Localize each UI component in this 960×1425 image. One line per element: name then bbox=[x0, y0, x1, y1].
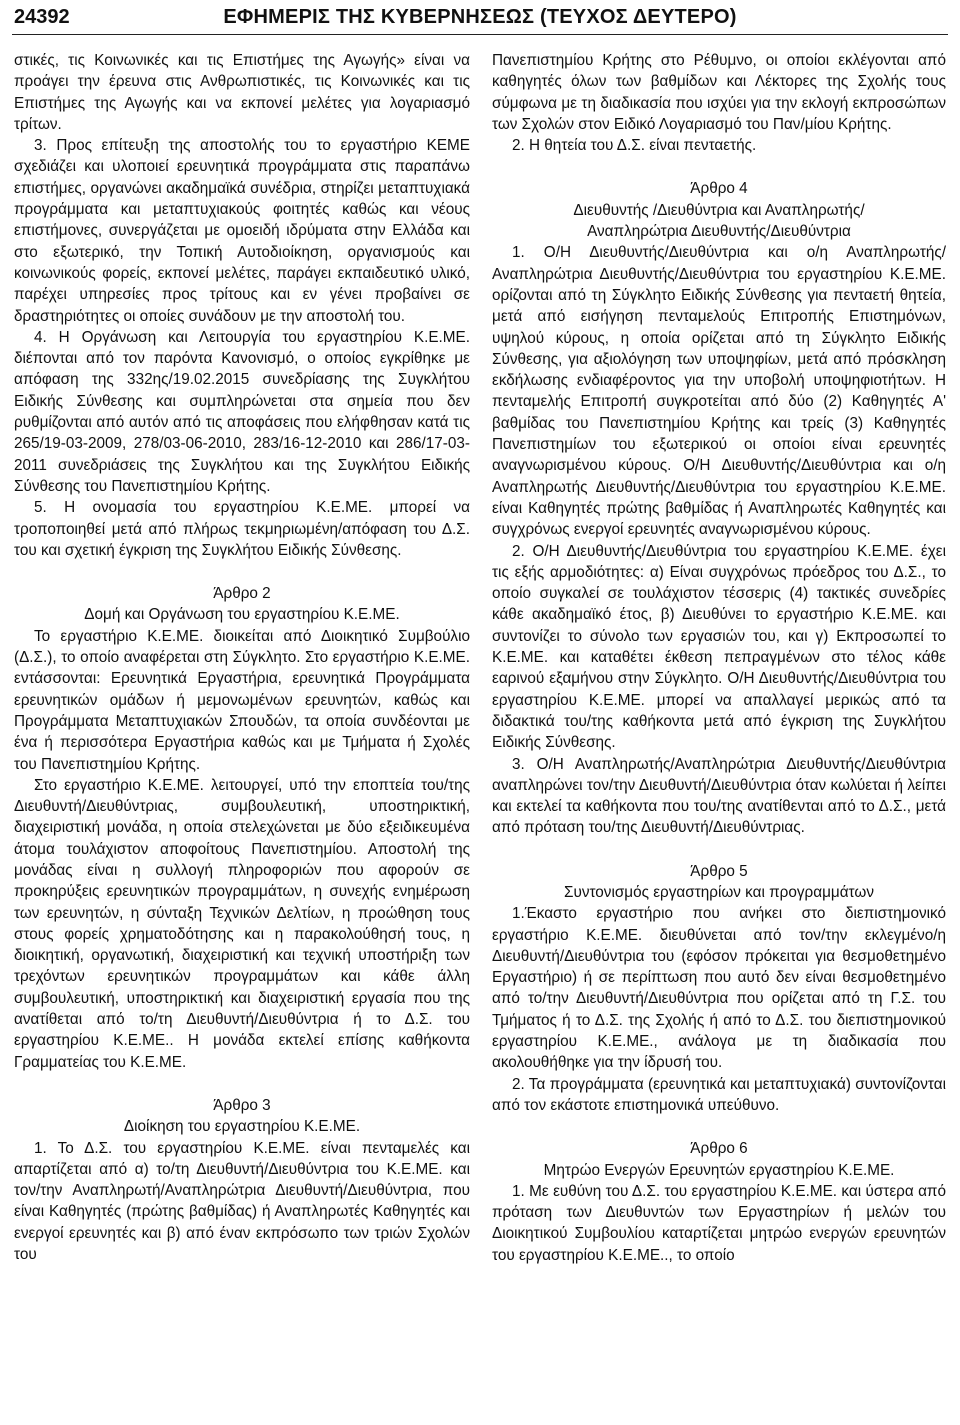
paragraph: 2. Τα προγράμματα (ερευνητικά και μεταπτυχιακά) συντονίζονται από τον εκάστοτε επιστημονικά υπεύθυνο. bbox=[492, 1075, 946, 1114]
paragraph: 5. Η ονομασία του εργαστηρίου Κ.Ε.ΜΕ. μπορεί να τροποποιηθεί μετά από πλήρως τεκμηριωμένη/απόφαση του Δ.Σ. του και σχετική έγκριση της Συγκλήτου Ειδικής Σύνθεσης. bbox=[14, 499, 470, 559]
article-5 bbox=[492, 861, 946, 904]
paragraph: 3. Ο/Η Αναπληρωτής/Αναπληρώτρια Διευθυντής/Διευθύντρια αναπληρώνει τον/την Διευθυντή/Διευθύντρια όταν κωλύεται ή λείπει και εκτελεί τα καθήκοντα που του/της ανατίθενται από το Δ.Σ., μετά από πρόταση του/της Διευθυντή/Διευθύντριας. bbox=[492, 755, 946, 837]
article-title: Μητρώο Ενεργών Ερευνητών εργαστηρίου Κ.Ε.ΜΕ. bbox=[543, 1161, 895, 1179]
paragraph: 1. Ο/Η Διευθυντής/Διευθύντρια και ο/η Αναπληρωτής/Αναπληρώτρια Διευθυντής/Διευθύντρια του εργαστηρίου Κ.Ε.ΜΕ. ορίζονται από τη Σύγκλητο Ειδικής Σύνθεσης για πενταετή θητεία, μετά από εισήγηση πενταμελούς Επιτροπής Επιστημόνων, υψηλού κύρους, η οποία ορίζεται από τη Σύγκλητο Ειδικής Σύνθεσης, για αξιολόγηση των υποψηφίων, μετά από πρόσκληση εκδήλωσης ενδιαφέροντος για την υποβολή υποψηφιοτήτων. Η πενταμελής Επιτροπή συγκροτείται από δύο (2) Καθηγητές Α' βαθμίδας του Πανεπιστημίου Κρήτης και τρείς (3) Καθηγητές Πανεπιστημίων του εξωτερικού οι οποίοι είναι ερευνητές αναγνωρισμένου κύρους. Ο/Η Διευθυντής/Διευθύντρια και ο/η Αναπληρωτής Διευθυντής/Διευθύντρια του εργαστηρίου Κ.Ε.ΜΕ. είναι Καθηγητές πρώτης βαθμίδας ή Αναπληρωτές Καθηγητές και συγχρόνως ενεργοί ερευνητές αναγνωρισμένου κύρους. bbox=[492, 244, 946, 539]
gazette-title: ΕΦΗΜΕΡΙΣ ΤΗΣ ΚΥΒΕΡΝΗΣΕΩΣ (ΤΕΥΧΟΣ ΔΕΥΤΕΡΟ) bbox=[223, 6, 737, 28]
article-title-line: Διευθυντής /Διευθύντρια και Αναπληρωτής/ bbox=[573, 201, 865, 219]
article-title: Δομή και Οργάνωση του εργαστηρίου Κ.Ε.ΜΕ. bbox=[84, 606, 400, 624]
paragraph: 4. Η Οργάνωση και Λειτουργία του εργαστηρίου Κ.Ε.ΜΕ. διέπονται από τον παρόντα Κανονισμό, ο οποίος εγκρίθηκε με απόφαση της 332ης/19.02.2015 συνεδρίασης της Συγκλήτου Ειδικής Σύνθεσης και συμπληρώνεται στα σημεία που δεν ρυθμίζονται από αυτόν από τις αποφάσεις που ελήφθησαν κατά τις 265/19-03-2009, 278/03-06-2010, 283/16-12-2010 και 286/17-03-2011 συνεδριάσεις της Συγκλήτου και της Συγκλήτου Ειδικής Σύνθεσης του Πανεπιστημίου Κρήτης. bbox=[14, 328, 470, 495]
article-heading: Άρθρο 6 bbox=[690, 1140, 748, 1158]
paragraph: 1.Έκαστο εργαστήριο που ανήκει στο διεπιστημονικό εργαστήριο Κ.Ε.ΜΕ. διευθύνεται από τον/την εκλεγμένο/η Διευθυντή/Διευθύντρια του (εφόσον πρόκειται για θεσμοθετημένο Εργαστήριο) ή σε περίπτωση που αυτό δεν είναι θεσμοθετημένο από το/την Διευθυντή/Διευθύντρια που ορίζεται από τη Γ.Σ. του Τμήματος ή το Δ.Σ. της Σχολής ή από το Δ.Σ. του διεπιστημονικού εργαστηρίου Κ.Ε.ΜΕ., ανάλογα με τη διαδικασία που ακολουθήθηκε για την ίδρυσή του. bbox=[492, 905, 946, 1072]
paragraph: Πανεπιστημίου Κρήτης στο Ρέθυμνο, οι οποίοι εκλέγονται από καθηγητές όλων των βαθμίδων και Λέκτορες της Σχολής τους σύμφωνα με τη διαδικασία που ισχύει για την εκλογή εκπροσώπων των Σχολών στον Ειδικό Λογαριασμό του Παν/μίου Κρήτης. bbox=[492, 52, 946, 133]
paragraph: 1. Με ευθύνη του Δ.Σ. του εργαστηρίου Κ.Ε.ΜΕ. και ύστερα από πρόταση των Διευθυντών των Εργαστηρίων ή μελών του Διοικητικού Συμβουλίου καταρτίζεται μητρώο ενεργών ερευνητών του εργαστηρίου Κ.Ε.ΜΕ.., το οποίο bbox=[492, 1182, 946, 1264]
header-divider bbox=[12, 34, 948, 35]
right-column bbox=[492, 50, 946, 1266]
paragraph: Το εργαστήριο Κ.Ε.ΜΕ. διοικείται από Διοικητικό Συμβούλιο (Δ.Σ.), το οποίο αναφέρεται στη Σύγκλητο. Στο εργαστήριο Κ.Ε.ΜΕ. εντάσσονται: Ερευνητικά Εργαστήρια, ερευνητικά Προγράμματα ερευνητικών ομάδων ή μεμονωμένων ερευνητών, καθώς και Προγράμματα Μεταπτυχιακών Σπουδών, τα οποία συνδέονται με ένα ή περισσότερα Εργαστήρια καθώς και με Τμήματα ή Σχολές του Πανεπιστημίου Κρήτης. bbox=[14, 627, 470, 773]
paragraph: στικές, τις Κοινωνικές και τις Επιστήμες της Αγωγής» είναι να προάγει την έρευνα στις Ανθρωπιστικές, τις Κοινωνικές και τις Επιστήμες της Αγωγής και να εκπονεί μελέτες για λογαριασμό τρίτων. bbox=[14, 52, 470, 133]
article-4 bbox=[492, 178, 946, 242]
paragraph: 2. Ο/Η Διευθυντής/Διευθύντρια του εργαστηρίου Κ.Ε.ΜΕ. έχει τις εξής αρμοδιότητες: α) Είναι συγχρόνως πρόεδρος του Δ.Σ., το οποίο συγκαλεί σε τουλάχιστον τέσσερις (4) τακτικές συνεδρίες κάθε ακαδημαϊκό έτος, β) Διευθύνει το εργαστήριο Κ.Ε.ΜΕ. και συντονίζει το σύνολο των εργασιών του, και γ) Εκπροσωπεί το Κ.Ε.ΜΕ. και καταθέτει έκθεση πεπραγμένων στο τέλος κάθε εαρινού εξαμήνου στην Σύγκλητο. Ο/Η Διευθυντής/Διευθύντρια του εργαστηρίου Κ.Ε.ΜΕ. μπορεί να απαλλαγεί μερικώς από τα διδακτικά του/της καθήκοντα μετά από έγκριση της Συγκλήτου Ειδικής Σύνθεσης. bbox=[492, 542, 946, 752]
article-title: Συντονισμός εργαστηρίων και προγραμμάτων bbox=[564, 883, 874, 901]
paragraph: 2. Η θητεία του Δ.Σ. είναι πενταετής. bbox=[512, 137, 757, 155]
article-title: Διοίκηση του εργαστηρίου Κ.Ε.ΜΕ. bbox=[123, 1118, 361, 1136]
article-heading: Άρθρο 3 bbox=[213, 1096, 271, 1114]
article-title-line: Αναπληρώτρια Διευθυντής/Διευθύντρια bbox=[587, 223, 851, 241]
page-number: 24392 bbox=[14, 6, 70, 28]
article-heading: Άρθρο 2 bbox=[213, 585, 271, 603]
paragraph: 1. Το Δ.Σ. του εργαστηρίου Κ.Ε.ΜΕ. είναι πενταμελές και απαρτίζεται από α) το/τη Διευθυντή/Διευθύντρια του Κ.Ε.ΜΕ. και τον/την Αναπληρωτή/Αναπληρώτρια Διευθυντή/Διευθύντρια, που είναι Καθηγητές (πρώτης βαθμίδας) ή Αναπληρωτές Καθηγητές και ενεργοί ερευνητές και β) από έναν εκπρόσωπο των τριών Σχολών του bbox=[14, 1139, 470, 1264]
article-6 bbox=[492, 1138, 946, 1181]
article-heading: Άρθρο 4 bbox=[690, 180, 748, 198]
paragraph: Στο εργαστήριο Κ.Ε.ΜΕ. λειτουργεί, υπό την εποπτεία του/της Διευθυντή/Διευθύντριας, συμβουλευτική, υποστηρικτική, διαχειριστική μονάδα, η οποία στελεχώνεται με δύο εξειδικευμένα άτομα τουλάχιστον αποφοίτους Πανεπιστημίου. Αποστολή της μονάδας είναι η συλλογή πληροφοριών που αφορούν σε προκηρύξεις ερευνητικών προγραμμάτων, η συνεχής ενημέρωση των ερευνητών, η σύνταξη Τεχνικών Δελτίων, η προώθηση τους στους φορείς χρηματοδότησης και η παρακολούθησή τους, η διοικητική, οργανωτική, διαχειριστική και τεχνική υποστήριξη των τρεχόντων ερευνητικών προγραμμάτων και κάθε άλλη συμβουλευτική, υποστηρικτική και διαχειριστική εργασία που της ανατίθεται από το/τη Διευθυντή/Διευθύντρια ή το Δ.Σ. του εργαστηρίου Κ.Ε.ΜΕ.. Η μονάδα εκτελεί επίσης καθήκοντα Γραμματείας του Κ.Ε.ΜΕ. bbox=[14, 776, 470, 1071]
article-2 bbox=[14, 583, 470, 626]
left-column bbox=[14, 50, 470, 1265]
paragraph: 3. Προς επίτευξη της αποστολής του το εργαστήριο ΚΕΜΕ σχεδιάζει και υλοποιεί ερευνητικά προγράμματα στις παραπάνω επιστήμες, οργανώνει ακαδημαϊκά συνέδρια, στηρίζει μεταπτυχιακά προγράμματα και μεταπτυχιακούς φοιτητές καθώς και νέους επιστήμονες, συνεργάζεται με ομοειδή ιδρύματα στην Ελλάδα και στο εξωτερικό, την Τοπική Αυτοδιοίκηση, οργανισμούς και κοινωνικούς φορείς, εκπονεί μελέτες, παράγει εκπαιδευτικό υλικό, παρέχει υπηρεσίες προς τρίτους και εν γένει προβαίνει σε δραστηριότητες οι οποίες συνάδουν με την αποστολή του. bbox=[14, 137, 470, 325]
article-3 bbox=[14, 1095, 470, 1138]
article-heading: Άρθρο 5 bbox=[690, 862, 748, 880]
page-header bbox=[0, 0, 960, 34]
